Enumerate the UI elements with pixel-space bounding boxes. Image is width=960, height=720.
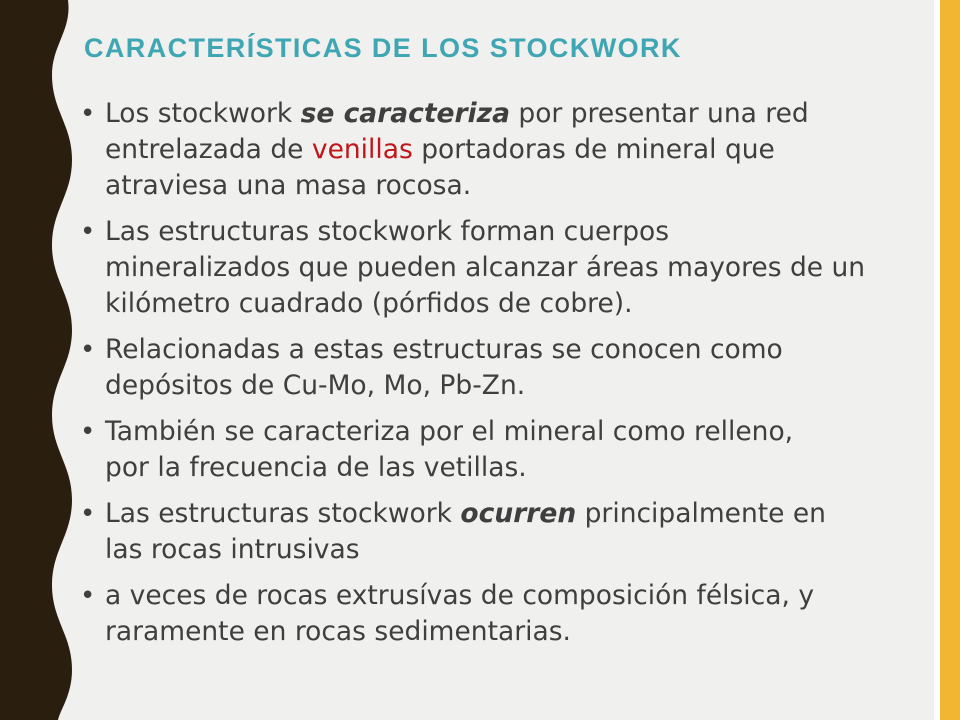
bullet-text [105,96,960,204]
bullet-item [0,578,960,650]
bullet-dot: • [80,335,96,365]
bullet-item [0,214,960,322]
text-run: principalmente en las rocas intrusivas [105,498,826,565]
bullet-text: Relacionadas a estas estructuras se conocen como depósitos de Cu-Mo, Mo, Pb-Zn. [105,334,783,401]
bullet-dot: • [80,499,96,529]
bullet-item [0,96,960,204]
slide-title: CARACTERÍSTICAS DE LOS STOCKWORK [84,33,682,63]
bullet-list [0,96,960,660]
highlight-text: venillas [311,134,413,165]
text-run: por presentar una red entrelazada de [105,98,809,165]
text-run: portadoras de mineral que atraviesa una masa rocosa. [105,134,775,201]
emphasis-text: ocurren [460,498,577,529]
bullet-item [0,332,960,404]
text-run: Los stockwork [105,98,301,129]
bullet-dot: • [80,581,96,611]
bullet-text: Las estructuras stockwork forman cuerpos mineralizados que pueden alcanzar áreas mayores de un kilómetro cuadrado (pórfidos de cobre). [105,216,866,319]
bullet-dot: • [80,99,96,129]
bullet-text: a veces de rocas extrusívas de composición félsica, y raramente en rocas sedimentarias. [105,580,815,647]
bullet-text [105,496,960,568]
bullet-item [0,496,960,568]
bullet-dot: • [80,217,96,247]
emphasis-text: se caracteriza [300,98,510,129]
bullet-dot: • [80,417,96,447]
bullet-item [0,414,960,486]
text-run: Las estructuras stockwork [105,498,461,529]
bullet-text: También se caracteriza por el mineral como relleno, por la frecuencia de las vetillas. [105,416,794,483]
